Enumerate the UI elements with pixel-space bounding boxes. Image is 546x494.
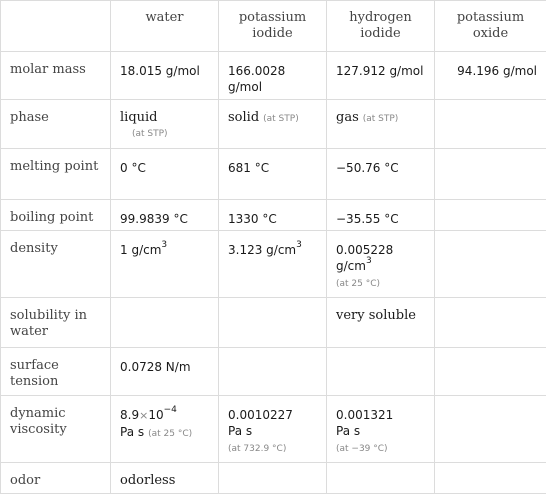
row-melting-point — [1, 149, 546, 200]
viscosity-mantissa: 8.9 — [120, 408, 140, 422]
cell-hi-boiling-point: −35.55 °C — [327, 200, 435, 231]
header-water: water — [111, 1, 219, 52]
row-label-density: density — [1, 231, 111, 298]
density-value: 1 g/cm — [120, 243, 162, 257]
header-potassium-iodide: potassium iodide — [219, 1, 327, 52]
cell-ki-surface-tension — [219, 348, 327, 396]
cell-ki-melting-point: 681 °C — [219, 149, 327, 200]
density-value: 3.123 g/cm — [228, 243, 297, 257]
cell-k2o-melting-point — [435, 149, 546, 200]
cell-water-solubility — [111, 298, 219, 348]
viscosity-value: 0.001321 — [336, 408, 394, 422]
header-corner — [1, 1, 111, 52]
cell-k2o-odor — [435, 463, 546, 494]
condition-note: (at STP) — [362, 114, 399, 124]
cell-hi-odor — [327, 463, 435, 494]
row-label-molar-mass: molar mass — [1, 52, 111, 100]
row-label-odor: odor — [1, 463, 111, 494]
row-label-melting-point: melting point — [1, 149, 111, 200]
cell-ki-odor — [219, 463, 327, 494]
cell-k2o-phase — [435, 100, 546, 149]
cell-hi-phase — [327, 100, 435, 149]
row-label-surface-tension: surface tension — [1, 348, 111, 396]
density-value: 0.005228 — [336, 243, 394, 257]
cell-water-surface-tension: 0.0728 N/m — [111, 348, 219, 396]
cell-ki-viscosity — [219, 396, 327, 463]
unit-exponent: 3 — [296, 240, 302, 250]
cell-water-odor: odorless — [111, 463, 219, 494]
cell-water-melting-point: 0 °C — [111, 149, 219, 200]
cell-ki-phase — [219, 100, 327, 149]
unit-exponent: 3 — [365, 256, 372, 266]
row-label-phase: phase — [1, 100, 111, 149]
times-sign: × — [139, 409, 149, 422]
unit-exponent: 3 — [161, 240, 168, 250]
row-odor — [1, 463, 546, 494]
cell-hi-melting-point: −50.76 °C — [327, 149, 435, 200]
cell-water-boiling-point: 99.9839 °C — [111, 200, 219, 231]
row-phase — [1, 100, 546, 149]
cell-k2o-density — [435, 231, 546, 298]
cell-k2o-solubility — [435, 298, 546, 348]
condition-note: (at 25 °C) — [336, 279, 381, 289]
row-label-solubility: solubility in water — [1, 298, 111, 348]
condition-note: (at STP) — [132, 129, 168, 139]
cell-water-molar-mass: 18.015 g/mol — [111, 52, 219, 100]
header-row — [1, 1, 546, 52]
condition-note: (at −39 °C) — [336, 444, 388, 454]
condition-note: (at 25 °C) — [148, 429, 193, 439]
cell-k2o-viscosity — [435, 396, 546, 463]
phase-value: gas — [336, 110, 359, 125]
cell-k2o-molar-mass: 94.196 g/mol — [435, 52, 546, 100]
phase-value: solid — [228, 110, 260, 125]
cell-hi-molar-mass: 127.912 g/mol — [327, 52, 435, 100]
viscosity-base: 10 — [148, 408, 164, 422]
row-viscosity — [1, 396, 546, 463]
viscosity-unit: Pa s — [336, 424, 361, 438]
cell-water-phase — [111, 100, 219, 149]
cell-hi-density — [327, 231, 435, 298]
cell-k2o-surface-tension — [435, 348, 546, 396]
header-hydrogen-iodide: hydrogen iodide — [327, 1, 435, 52]
row-surface-tension — [1, 348, 546, 396]
cell-ki-density — [219, 231, 327, 298]
cell-hi-viscosity — [327, 396, 435, 463]
viscosity-unit: Pa s — [228, 424, 253, 438]
row-label-boiling-point: boiling point — [1, 200, 111, 231]
cell-hi-surface-tension — [327, 348, 435, 396]
row-density — [1, 231, 546, 298]
density-unit: g/cm — [336, 259, 366, 273]
cell-water-viscosity — [111, 396, 219, 463]
viscosity-unit: Pa s — [120, 425, 145, 439]
cell-ki-molar-mass: 166.0028 g/mol — [219, 52, 327, 100]
condition-note: (at STP) — [263, 114, 299, 124]
cell-ki-boiling-point: 1330 °C — [219, 200, 327, 231]
cell-k2o-boiling-point — [435, 200, 546, 231]
cell-water-density — [111, 231, 219, 298]
row-label-viscosity: dynamic viscosity — [1, 396, 111, 463]
phase-value: liquid — [120, 110, 158, 125]
cell-hi-solubility: very soluble — [327, 298, 435, 348]
header-potassium-oxide: potassium oxide — [435, 1, 546, 52]
condition-note: (at 732.9 °C) — [228, 444, 287, 454]
row-boiling-point — [1, 200, 546, 231]
row-molar-mass — [1, 52, 546, 100]
viscosity-value: 0.0010227 — [228, 408, 293, 422]
row-solubility — [1, 298, 546, 348]
viscosity-exponent: −4 — [163, 405, 177, 415]
cell-ki-solubility — [219, 298, 327, 348]
